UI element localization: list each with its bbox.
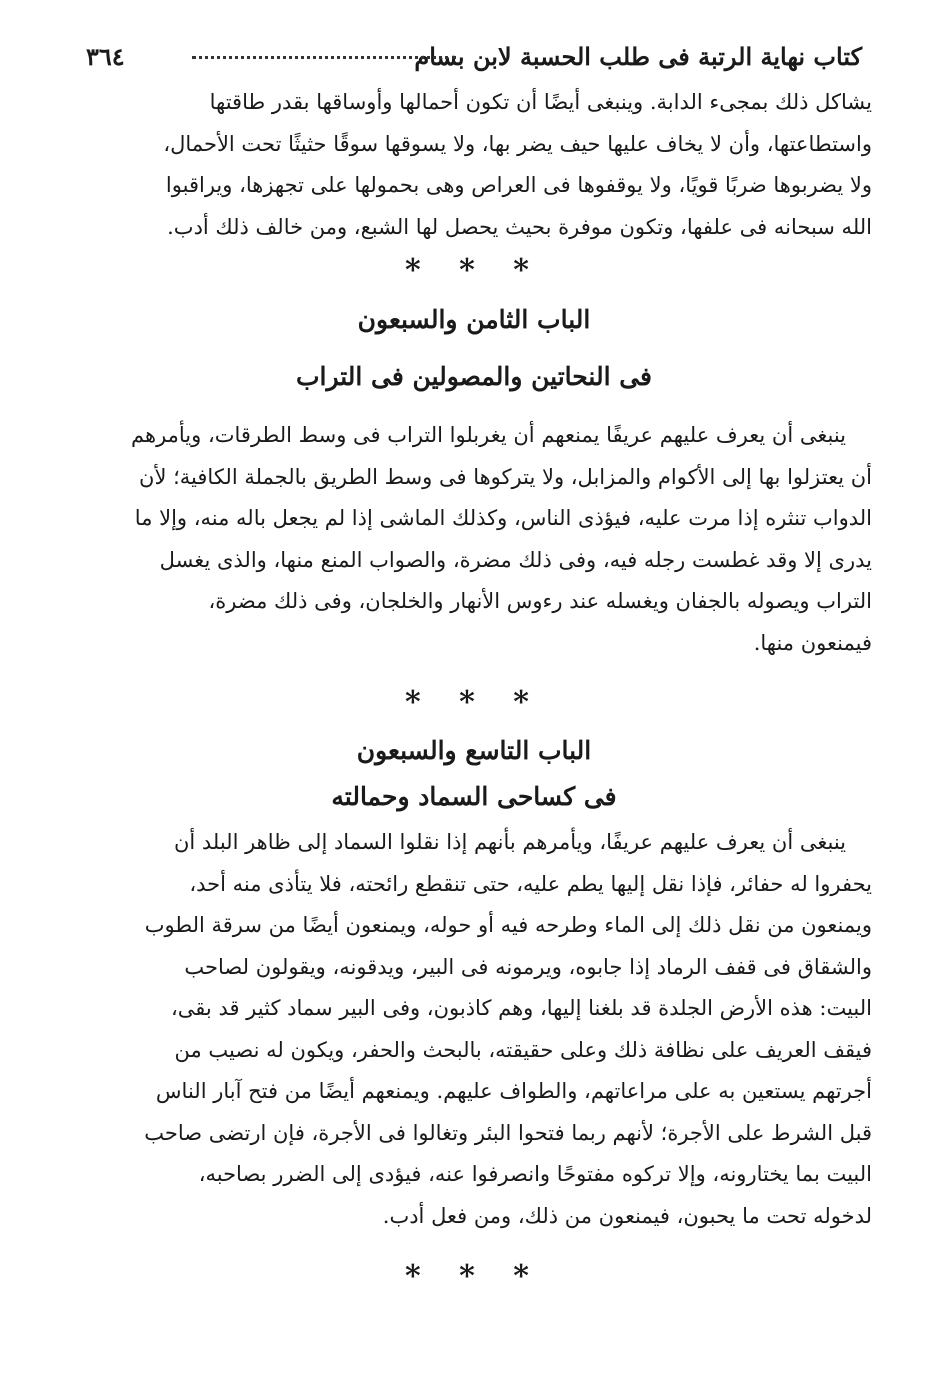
chapter78-title: الباب الثامن والسبعون	[357, 305, 591, 334]
text-line: والشقاق فى قفف الرماد إذا جابوه، ويرمونه فى البير، ويدقونه، ويقولون لصاحب	[184, 954, 872, 979]
chapter79-subtitle: فى كساحى السماد وحمالته	[331, 782, 617, 811]
text-line: ينبغى أن يعرف عليهم عريفًا يمنعهم أن يغربلوا التراب فى وسط الطرقات، ويأمرهم	[131, 423, 846, 447]
chapter78-subtitle: فى النحاتين والمصولين فى التراب	[295, 362, 653, 391]
text-line: فيمنعون منها.	[753, 630, 872, 655]
chapter78-paragraph	[76, 415, 872, 664]
text-line: يحفروا له حفائر، فإذا نقل إليها يطم عليه، حتى تنقطع رائحته، فلا يتأذى منه أحد،	[189, 871, 872, 896]
chapter79-title: الباب التاسع والسبعون	[356, 736, 592, 765]
chapter79-paragraph	[76, 822, 872, 1237]
section-divider: * * *	[405, 1259, 543, 1294]
text-line: الله سبحانه فى علفها، وتكون موفرة بحيث يحصل لها الشبع، ومن خالف ذلك أدب.	[167, 214, 872, 239]
text-line: واستطاعتها، وأن لا يخاف عليها حيف يضر بها، ولا يسوقها سوقًا حثيثًا تحت الأحمال،	[163, 131, 872, 156]
text-line: ويمنعون من نقل ذلك إلى الماء وطرحه فيه أو حوله، ويمنعون أيضًا من سرقة الطوب	[144, 913, 872, 937]
book-title: كتاب نهاية الرتبة فى طلب الحسبة لابن بسام	[414, 42, 862, 71]
text-line: التراب ويصوله بالجفان ويغسله عند رءوس الأنهار والخلجان، وفى ذلك مضرة،	[208, 589, 872, 613]
text-line: البيت: هذه الأرض الجلدة قد بلغنا إليها، وهم كاذبون، وفى البير سماد كثير قد بقى،	[171, 996, 872, 1020]
text-line: أجرتهم يستعين به على مراعاتهم، والطواف عليهم. ويمنعهم أيضًا من فتح آبار الناس	[155, 1079, 872, 1103]
text-line: لدخوله تحت ما يحبون، فيمنعون من ذلك، ومن فعل أدب.	[382, 1203, 872, 1228]
text-line: فيقف العريف على نظافة ذلك وعلى حقيقته، بالبحث والحفر، ويكون له نصيب من	[174, 1037, 872, 1062]
text-line: ولا يضربوها ضربًا قويًا، ولا يوقفوها فى العراص وهى بحمولها على تجهزها، ويراقبوا	[165, 173, 872, 197]
section-divider: * * *	[405, 685, 543, 720]
section1-paragraph	[76, 82, 872, 248]
text-line: الدواب تنثره إذا مرت عليه، فيؤذى الناس، وكذلك الماشى إذا لم يجعل باله منه، وإلا ما	[134, 506, 872, 530]
text-line: البيت بما يختارونه، وإلا تركوه مفتوحًا وانصرفوا عنه، فيؤدى إلى الضرر بصاحبه،	[198, 1162, 872, 1186]
text-line: يشاكل ذلك بمجىء الدابة. وينبغى أيضًا أن تكون أحمالها وأوساقها بقدر طاقتها	[209, 90, 872, 114]
text-line: يدرى إلا وقد غطست رجله فيه، وفى ذلك مضرة، والصواب المنع منها، والذى يغسل	[159, 547, 872, 572]
page-number: ٣٦٤	[86, 42, 125, 71]
running-header	[82, 38, 866, 78]
text-line: ينبغى أن يعرف عليهم عريفًا، ويأمرهم بأنهم إذا نقلوا السماد إلى ظاهر البلد أن	[173, 830, 846, 854]
text-line: قبل الشرط على الأجرة؛ لأنهم ربما فتحوا البئر وتغالوا فى الأجرة، فإن ارتضى صاحب	[144, 1120, 872, 1145]
text-line: أن يعتزلوا بها إلى الأكوام والمزابل، ولا يتركوها فى وسط الطريق بالجملة الكافية؛ لأن	[139, 464, 872, 489]
leader-dots	[192, 56, 456, 59]
section-divider: * * *	[405, 253, 543, 288]
